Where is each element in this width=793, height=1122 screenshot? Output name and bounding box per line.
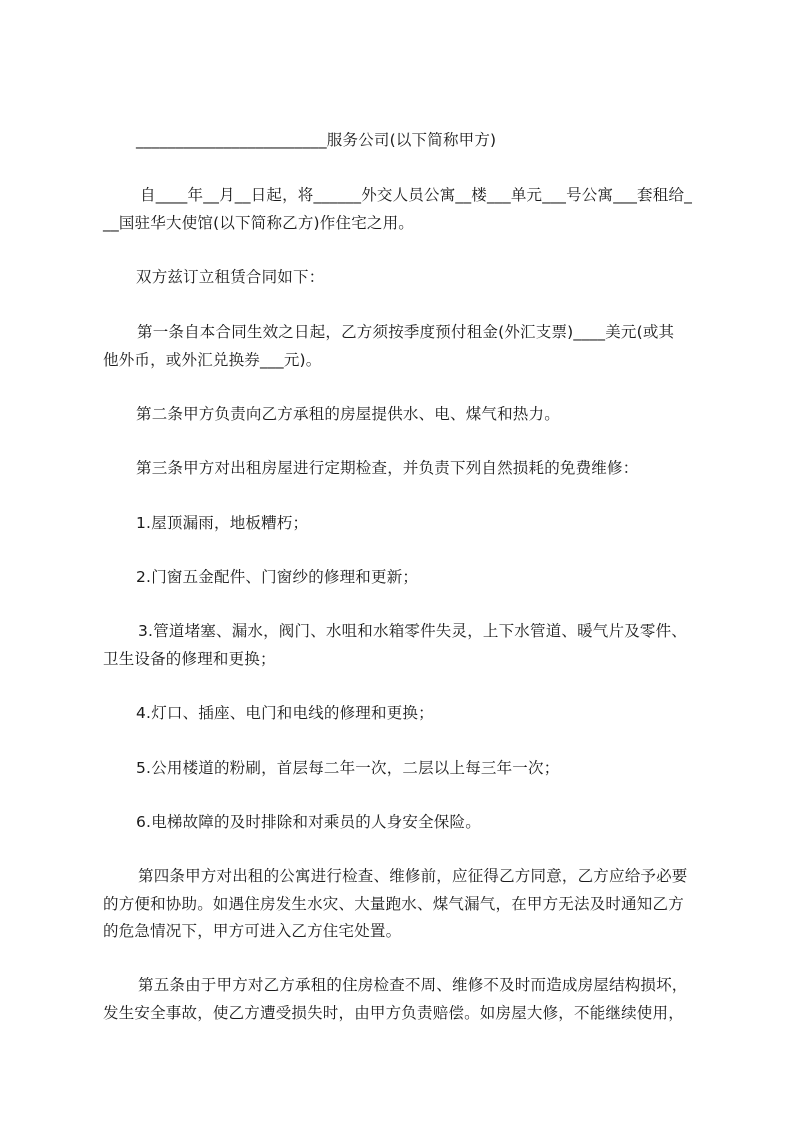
- article-5-line-1: 第五条由于甲方对乙方承租的住房检查不周、维修不及时而造成房屋结构损坏，: [138, 976, 688, 994]
- article-4-line-1: 第四条甲方对出租的公寓进行检查、维修前，应征得乙方同意，乙方应给予必要: [138, 867, 688, 885]
- intro-line-1: 自____年__月__日起，将______外交人员公寓__楼___单元___号公寓___套租给_: [140, 186, 693, 204]
- article-4-line-2: 的方便和协助。如遇住房发生水灾、大量跑水、煤气漏气，在甲方无法及时通知乙方: [103, 895, 684, 913]
- article-3: 第三条甲方对出租房屋进行定期检查，并负责下列自然损耗的免费维修：: [136, 459, 639, 477]
- article-5-line-2: 发生安全事故，使乙方遭受损失时，由甲方负责赔偿。如房屋大修，不能继续使用，: [103, 1004, 684, 1022]
- article-1-line-2: 他外币，或外汇兑换券___元)。: [103, 351, 322, 369]
- item-1: 1.屋顶漏雨，地板糟朽；: [136, 514, 309, 532]
- article-1-line-1: 第一条自本合同生效之日起，乙方须按季度预付租金(外汇支票)____美元(或其: [137, 323, 675, 341]
- intro-line-2: __国驻华大使馆(以下简称乙方)作住宅之用。: [103, 214, 414, 232]
- item-3-line-1: 3.管道堵塞、漏水，阀门、水咀和水箱零件失灵，上下水管道、暖气片及零件、: [138, 622, 687, 640]
- item-6: 6.电梯故障的及时排除和对乘员的人身安全保险。: [136, 813, 481, 831]
- item-5: 5.公用楼道的粉刷，首层每二年一次，二层以上每三年一次；: [136, 759, 560, 777]
- item-3-line-2: 卫生设备的修理和更换；: [103, 650, 276, 668]
- item-4: 4.灯口、插座、电门和电线的修理和更换；: [136, 704, 434, 722]
- item-2: 2.门窗五金配件、门窗纱的修理和更新；: [136, 568, 419, 586]
- agreement-line: 双方兹订立租赁合同如下：: [136, 268, 325, 286]
- title-line: ________________________服务公司(以下简称甲方): [136, 131, 497, 149]
- article-2: 第二条甲方负责向乙方承租的房屋提供水、电、煤气和热力。: [136, 405, 560, 423]
- article-4-line-3: 的危急情况下，甲方可进入乙方住宅处置。: [103, 922, 402, 940]
